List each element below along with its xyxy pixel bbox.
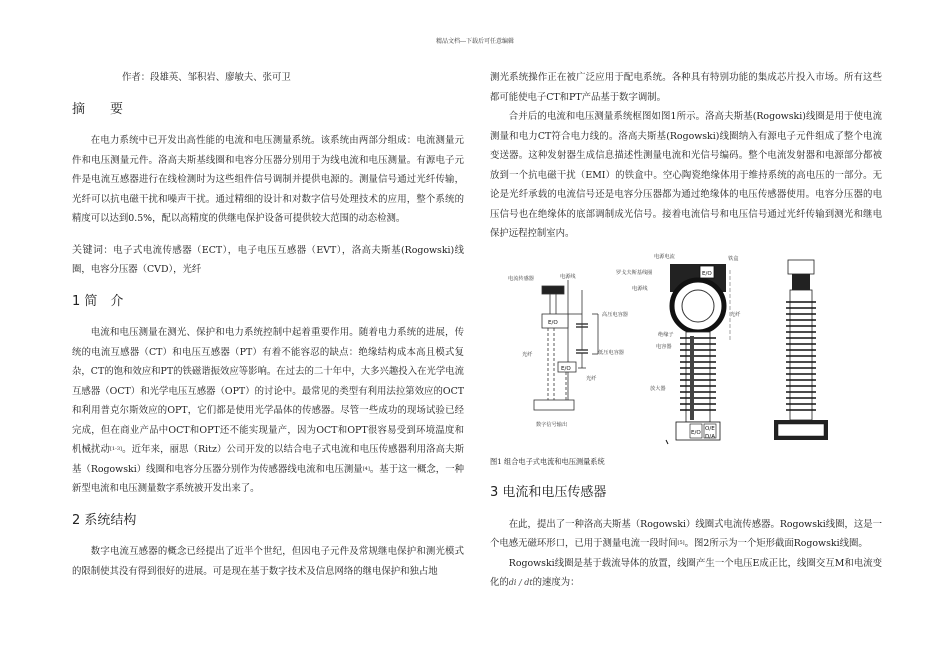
section-1-body	[72, 323, 464, 499]
section-1-text-c: 。基于这一概念，一种新型电流和电压测量数字系统被开发出来了。	[72, 463, 464, 494]
section-3-text-b: 。图2所示为一个矩形截面Rogowski线圈。	[684, 538, 868, 549]
label-fiber-right: 光纤	[730, 311, 741, 318]
label-capacitor: 电容器	[656, 343, 672, 350]
label-source-line-left: 电源线	[560, 273, 576, 280]
right-insulator	[790, 290, 812, 420]
label-current-sensor: 电流传感器	[508, 275, 534, 282]
abstract-body: 在电力系统中已开发出高性能的电流和电压测量系统。该系统由两部分组成：电流测量元件和电压测量元件。洛高夫斯基线圈和电容分压器分别用于为线电流和电压测量。有源电子元件是电流互感器进行在线检测时为这些组件信号调制并提供电源的。测量信号通过光纤传输，光纤可以抗电磁干扰和噪声干扰。通过精细的设计和对数字信号处理技术的应用，整个系统的精度可以达到0.5%，配以高精度的供继电保护设备可提供较大范围的动态检测。	[72, 135, 464, 224]
label-hv-capacitor: 高压电容器	[602, 311, 628, 318]
section-3-text-d: 的速度为：	[532, 577, 580, 588]
label-iron-box: 铁盒	[728, 255, 739, 262]
abstract-heading: 摘 要	[72, 101, 130, 117]
section-1-ref-1: [1-3]	[110, 446, 122, 452]
right-column	[490, 68, 882, 593]
figure-1-diagram	[490, 250, 882, 448]
section-3-para-1	[490, 515, 882, 554]
keywords-label: 关键词	[72, 244, 104, 256]
section-3-para-2	[490, 554, 882, 593]
section-1-ref-2: [4]	[362, 465, 370, 472]
section-2-body: 数字电流互感器的概念已经提出了近半个世纪，但因电子元件及常规继电保护和测光模式的限制使其没有得到很好的进展。可是现在基于数字技术及信息网络的继电保护和独占地	[72, 546, 464, 577]
label-eo-left: E/O	[548, 319, 558, 326]
section-1-text-b: 。近年来，丽思（Ritz）公司开发的以结合电子式电流和电压传感器利用洛高夫斯基（Rogowski）线圈和电容分压器分别作为传感器线电流和电压测量	[72, 444, 464, 475]
left-column	[72, 68, 464, 581]
right-para-1: 测光系统操作正在被广泛应用于配电系统。各种具有特别功能的集成芯片投入市场。所有这些都可能使电子CT和PT产品基于数字调制。	[490, 72, 882, 103]
section-1-heading: 1 简 介	[72, 293, 124, 309]
label-insulator: 绝缘子	[658, 331, 674, 338]
label-eo-right: E/O	[702, 270, 712, 277]
right-para-2: 合并后的电流和电压测量系统框图如图1所示。洛高夫斯基(Rogowski)线圈是用于使电流测量和电力CT符合电力线的。洛高夫斯基(Rogowski)线圈纳入有源电子元件组成了整个电流变送器。这种发射器生成信息描述性测量电流和光信号编码。整个电流发射器和电源部分都被放到一个抗电磁干扰（EMI）的铁盒中。空心陶瓷绝缘体用于维持系统的高电压的一部分。无论是光纤承载的电流信号还是电容分压器都为通过绝缘体的电压传感器使用。电容分压器的电压信号也在绝缘体的底部调制成光信号。接着电流信号和电压信号通过光纤传输到测光和继电保护远程控制室内。	[490, 111, 882, 239]
insulator-column	[686, 332, 710, 422]
section-1-text-a: 电流和电压测量在测光、保护和电力系统控制中起着重要作用。随着电力系统的进展，传统的电流互感器（CT）和电压互感器（PT）有着不能容忍的缺点：绝缘结构成本高且模式复杂，CT的饱和效应和PT的铁磁谐振效应等影响。在过去的二十年中，大多兴趣投入在光学电流互感器（OCT）和光学电压互感器（OPT）的讨论中。最常见的类型有利用法拉第效应的OCT和利用普克尔斯效应的OPT，它们都是使用光学晶体的传感器。尽管一些成功的现场试验已经完成，但在商业产品中OCT和OPT还不能实现量产，因为OCT和OPT很容易受到环境温度和机械扰动	[72, 327, 464, 455]
keywords	[72, 241, 464, 280]
keywords-text: ：电子式电流传感器（ECT），电子电压互感器（EVT），洛高夫斯基(Rogowski)线圈，电容分压器（CVD），光纤	[72, 244, 464, 275]
label-eo-left-2: E/O	[561, 365, 571, 372]
label-base-oe: O/E	[705, 425, 715, 432]
iron-box	[788, 260, 814, 274]
label-base-eo: E/O	[691, 429, 701, 436]
left-schematic	[534, 280, 598, 410]
di-dt-math: di / dt	[508, 578, 533, 587]
label-source-line-right: 电源线	[632, 285, 648, 292]
label-fiber-left: 光纤	[522, 351, 533, 358]
digital-output-box	[534, 400, 574, 410]
label-lv-capacitor: 低压电容器	[598, 349, 624, 356]
section-2-heading: 2 系统结构	[72, 512, 137, 528]
section-3-text-c: Rogowski线圈是基于载流导体的放置，线圈产生一个电压E成正比，线圈交互M和电流变化的	[490, 557, 882, 588]
label-power-supply: 电源电流	[654, 253, 675, 260]
right-drawing	[666, 260, 828, 444]
label-digital-output: 数字信号输出	[536, 421, 568, 428]
section-3-text-a: 在此，提出了一种洛高夫斯基（Rogowski）线圈式电流传感器。Rogowski线圈，这是一个电感无磁环形口，已用于测量电流一段时间	[490, 518, 882, 549]
label-rogowski-coil: 罗戈夫斯基线圈	[616, 269, 653, 276]
label-base-da: D/A	[705, 433, 716, 440]
figure-1-caption: 图1 组合电子式电流和电压测量系统	[490, 456, 605, 466]
label-fiber-left-2: 光纤	[586, 375, 597, 382]
section-3-heading: 3 电流和电压传感器	[490, 485, 607, 500]
iron-box-lower	[792, 274, 810, 290]
current-sensor-coil	[542, 286, 564, 294]
authors: 作者：段雄英、邹积岩、廖敏夫、张可卫	[122, 72, 291, 83]
figure-1	[490, 250, 882, 448]
section-3-ref: [5]	[677, 540, 685, 546]
label-amplifier: 放大器	[650, 385, 666, 392]
page-header: 精品文档---下载后可任意编辑	[435, 38, 515, 45]
